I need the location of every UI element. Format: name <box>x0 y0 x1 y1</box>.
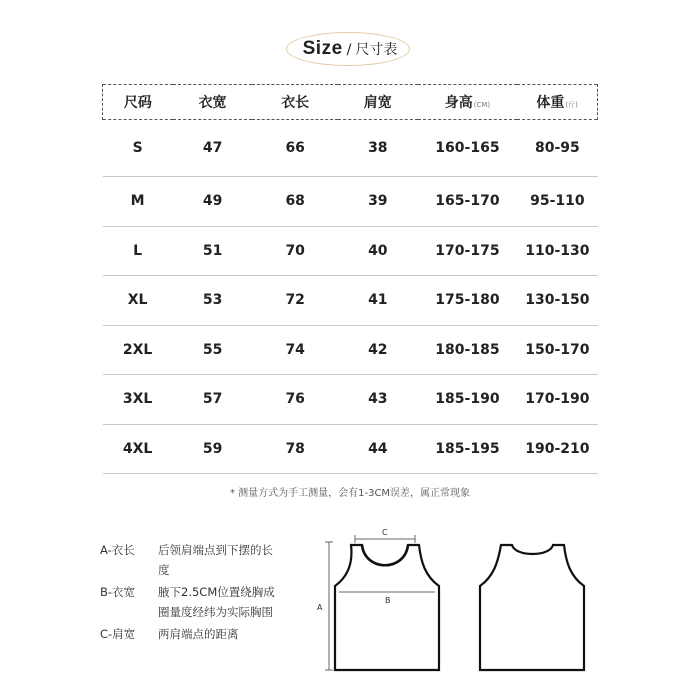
cell-length: 68 <box>252 177 338 227</box>
tank-top-diagram <box>305 520 605 680</box>
cell-height: 185-190 <box>418 375 518 425</box>
cell-weight: 110-130 <box>517 226 597 276</box>
tank-top-front-outline <box>335 545 439 670</box>
cell-shoulder: 38 <box>338 120 418 177</box>
legend-key: C-肩宽 <box>100 627 136 641</box>
cell-weight: 150-170 <box>517 325 597 375</box>
cell-height: 170-175 <box>418 226 518 276</box>
table-row <box>103 424 598 474</box>
cell-chest-width: 55 <box>173 325 253 375</box>
cell-chest-width: 49 <box>173 177 253 227</box>
cell-length: 72 <box>252 276 338 326</box>
cell-weight: 190-210 <box>517 424 597 474</box>
page-title <box>0 38 700 60</box>
table-row <box>103 276 598 326</box>
size-table <box>102 84 598 474</box>
header-shoulder: 肩宽 <box>363 95 392 111</box>
cell-size: XL <box>103 276 173 326</box>
measurement-legend <box>100 540 300 646</box>
dimension-a-label: A <box>317 603 323 612</box>
cell-height: 160-165 <box>418 120 518 177</box>
cell-length: 76 <box>252 375 338 425</box>
cell-weight: 130-150 <box>517 276 597 326</box>
table-row <box>103 325 598 375</box>
header-height-unit: (CM) <box>473 101 491 109</box>
dimension-b-label: B <box>385 596 391 605</box>
cell-chest-width: 57 <box>173 375 253 425</box>
title-area <box>0 28 700 68</box>
cell-length: 66 <box>252 120 338 177</box>
title-separator: / <box>346 42 352 58</box>
cell-chest-width: 59 <box>173 424 253 474</box>
cell-size: 4XL <box>103 424 173 474</box>
size-table-header <box>103 85 598 120</box>
legend-item-shoulder <box>100 624 300 644</box>
table-row <box>103 375 598 425</box>
header-height-label: 身高 <box>444 95 473 111</box>
cell-length: 74 <box>252 325 338 375</box>
cell-height: 165-170 <box>418 177 518 227</box>
cell-size: 2XL <box>103 325 173 375</box>
cell-size: 3XL <box>103 375 173 425</box>
cell-shoulder: 39 <box>338 177 418 227</box>
legend-desc: 两肩端点的距离 <box>158 627 239 641</box>
table-row <box>103 177 598 227</box>
cell-weight: 170-190 <box>517 375 597 425</box>
header-length: 衣长 <box>281 95 310 111</box>
cell-size: S <box>103 120 173 177</box>
header-weight-unit: (斤) <box>565 101 578 109</box>
legend-item-chest <box>100 582 300 622</box>
cell-height: 185-195 <box>418 424 518 474</box>
header-chest-width: 衣宽 <box>198 95 227 111</box>
cell-weight: 95-110 <box>517 177 597 227</box>
cell-length: 78 <box>252 424 338 474</box>
tank-top-back-outline <box>480 545 584 670</box>
table-row <box>103 226 598 276</box>
cell-shoulder: 44 <box>338 424 418 474</box>
legend-key: A-衣长 <box>100 543 135 557</box>
cell-shoulder: 43 <box>338 375 418 425</box>
cell-weight: 80-95 <box>517 120 597 177</box>
legend-item-length <box>100 540 300 580</box>
header-weight <box>517 85 597 120</box>
dimension-c-label: C <box>382 528 388 537</box>
title-en: Size <box>302 38 343 59</box>
cell-size: M <box>103 177 173 227</box>
header-weight-label: 体重 <box>536 95 565 111</box>
cell-chest-width: 51 <box>173 226 253 276</box>
cell-shoulder: 40 <box>338 226 418 276</box>
cell-chest-width: 53 <box>173 276 253 326</box>
cell-shoulder: 42 <box>338 325 418 375</box>
cell-length: 70 <box>252 226 338 276</box>
cell-height: 175-180 <box>418 276 518 326</box>
measurement-note: * 测量方式为手工测量，会有1-3CM误差，属正常现象 <box>229 488 471 499</box>
cell-size: L <box>103 226 173 276</box>
legend-key: B-衣宽 <box>100 585 136 599</box>
cell-shoulder: 41 <box>338 276 418 326</box>
cell-chest-width: 47 <box>173 120 253 177</box>
header-size: 尺码 <box>103 85 173 120</box>
legend-desc: 后领肩端点到下摆的长度 <box>158 543 273 577</box>
header-height <box>418 85 518 120</box>
cell-height: 180-185 <box>418 325 518 375</box>
title-cn: 尺寸表 <box>355 42 398 58</box>
legend-desc: 腋下2.5CM位置绕胸成圈量度经纬为实际胸围 <box>158 585 275 619</box>
table-row <box>103 120 598 177</box>
